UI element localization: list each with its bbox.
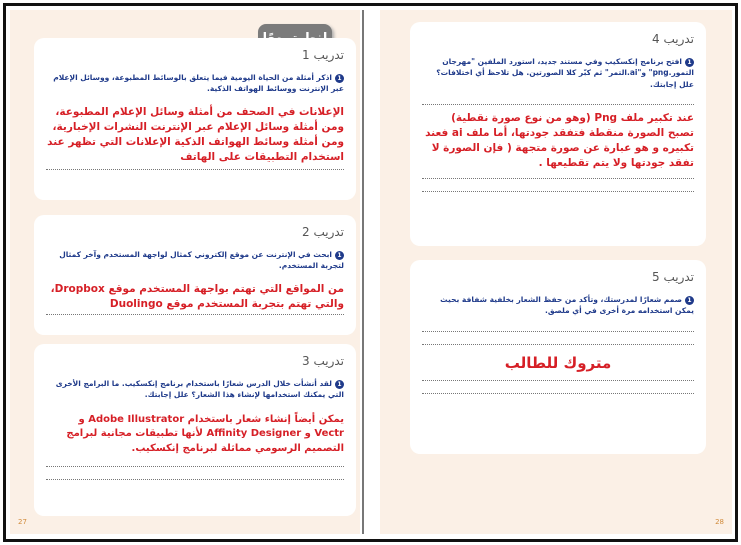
answer-text: عند تكبير ملف Png (وهو من نوع صورة نقطية) تصبح الصورة منقطة فتفقد جودتها، أما ملف ai فعند تكبيره و هو عبارة عن صورة متجهة ( فإن الصورة لا تفقد جودتها ولا يتم تقطيعها . xyxy=(425,111,694,170)
question-number-badge: 1 xyxy=(335,74,344,83)
answer-line xyxy=(46,314,344,315)
question-text: لقد أنشأت خلال الدرس شعارًا باستخدام برنامج إنكسكيب. ما البرامج الأخرى التي يمكنك استخدامها لإنشاء هذا الشعار؟ علل إجابتك. xyxy=(55,379,344,400)
exercise-card-3 xyxy=(34,344,356,516)
right-page xyxy=(380,10,732,534)
exercise-title: تدريب 1 xyxy=(301,48,344,62)
answer-line xyxy=(422,380,694,381)
exercise-question xyxy=(46,378,344,401)
answer-text: يمكن أيضاً إنشاء شعار باستخدام Adobe Illustrator و Vectr و Affinity Designer لأنها تطبيقات مجانية لبرامج التصميم الرسومي مماثلة لبرنامج إنكسكيب. xyxy=(66,413,344,454)
question-number-badge: 1 xyxy=(685,296,694,305)
question-text: صمم شعارًا لمدرستك، وتأكد من حفظ الشعار بخلفية شفافة بحيث يمكن استخدامه مرة أخرى في أي ملصق. xyxy=(440,295,694,316)
exercise-question xyxy=(422,294,694,317)
answer-line xyxy=(422,178,694,179)
question-text: اذكر أمثلة من الحياة اليومية فيما يتعلق بالوسائط المطبوعة، ووسائل الإعلام عبر الإنترنت ووسائط الهواتف الذكية. xyxy=(53,73,344,94)
exercise-question xyxy=(46,72,344,95)
exercise-card-2 xyxy=(34,215,356,335)
exercise-question xyxy=(46,249,344,272)
answer-line xyxy=(422,191,694,192)
exercise-card-4 xyxy=(410,22,706,246)
exercise-title: تدريب 2 xyxy=(301,225,344,239)
question-text: ابحث في الإنترنت عن موقع إلكتروني كمثال لواجهة المستخدم وآخر كمثال لتجربة المستخدم. xyxy=(59,250,344,271)
book-spread xyxy=(3,3,738,542)
question-number-badge: 1 xyxy=(335,380,344,389)
question-number-badge: 1 xyxy=(335,251,344,260)
exercise-title: تدريب 4 xyxy=(651,32,694,46)
answer-line xyxy=(422,344,694,345)
answer-line xyxy=(46,466,344,467)
exercise-card-5 xyxy=(410,260,706,454)
question-number-badge: 1 xyxy=(685,58,694,67)
exercise-card-1 xyxy=(34,38,356,200)
answer-line xyxy=(422,393,694,394)
exercise-question xyxy=(422,56,694,90)
answer-line xyxy=(422,104,694,105)
book-gutter xyxy=(362,10,376,534)
page-number: 27 xyxy=(18,518,27,526)
answer-text: متروك للطالب xyxy=(504,353,612,372)
left-page xyxy=(10,10,360,534)
answer-line xyxy=(422,331,694,332)
answer-line xyxy=(46,479,344,480)
exercise-title: تدريب 5 xyxy=(651,270,694,284)
answer-text: من المواقع التي تهتم بواجهة المستخدم موقع Dropbox، والتي تهتم بتجربة المستخدم موقع Duolingo xyxy=(50,282,344,310)
question-text: افتح برنامج إنكسكيب وفي مستند جديد، استورد الملفين "مهرجان التمور.png" و"ai.التمر" ثم كبّر كلا الصورتين. هل تلاحظ أي اختلافات؟ علل إجابتك. xyxy=(436,57,694,89)
page-number: 28 xyxy=(715,518,724,526)
answer-text: الإعلانات في الصحف من أمثلة وسائل الإعلام المطبوعة، ومن أمثلة وسائل الإعلام عبر الإنترنت النشرات الإخبارية، ومن أمثلة وسائط الهواتف الذكية الإعلانات التي تظهر عند استخدام التطبيقات على الهاتف xyxy=(47,105,344,164)
answer-line xyxy=(46,169,344,170)
exercise-title: تدريب 3 xyxy=(301,354,344,368)
